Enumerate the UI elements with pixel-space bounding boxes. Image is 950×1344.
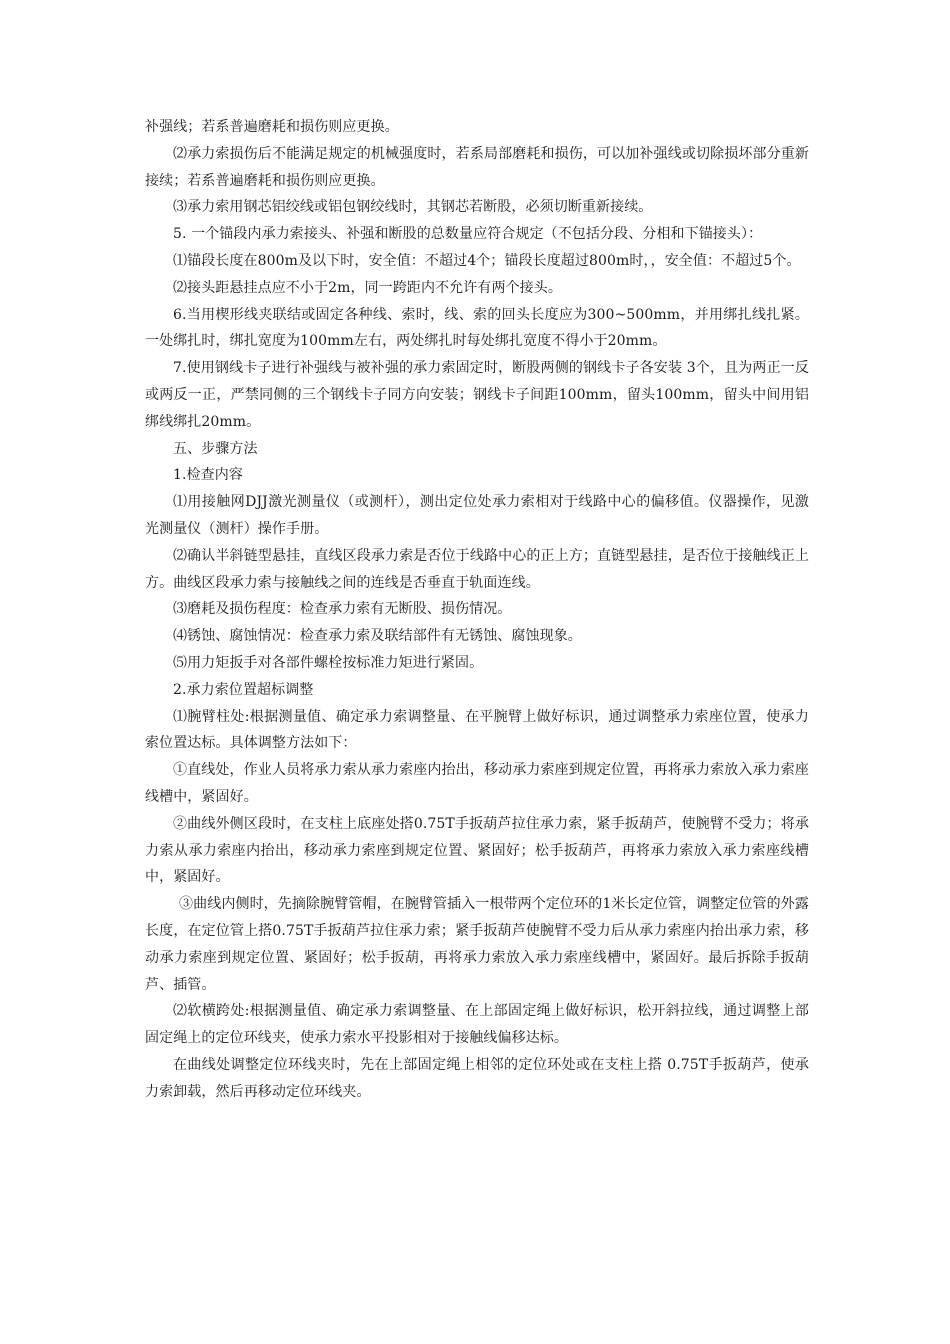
paragraph-section-5-item-2: ⑵接头距悬挂点应不小于2m，同一跨距内不允许有两个接头。 [173,279,562,296]
paragraph-item-2: ⑵承力索损伤后不能满足规定的机械强度时，若系局部磨耗和损伤，可以加补强线或切除损坏部分重新接续；若系普遍磨耗和损伤则应更换。 [145,145,809,189]
paragraph-continuation: 补强线；若系普遍磨耗和损伤则应更换。 [145,119,399,135]
paragraph-curve-inner-step: ③曲线内侧时，先摘除腕臂管帽，在腕臂管插入一根带两个定位环的1米长定位管，调整定位管的外露长度，在定位管上搭0.75T手扳葫芦拉住承力索；紧手扳葫芦使腕臂不受力后从承力索座内抬出承力索，移动承力索座到规定位置、紧固好；松手扳葫，再将承力索放入承力索座线槽中，紧固好。最后拆除手扳葫芦、插管。 [145,896,809,993]
paragraph-section-6: 6.当用楔形线夹联结或固定各种线、索时，线、索的回头长度应为300~500mm，并用绑扎线扎紧。一处绑扎时，绑扎宽度为100mm左右，两处绑扎时每处绑扎宽度不得小于20mm。 [145,306,809,350]
paragraph-inspection-item-3: ⑶磨耗及损伤程度：检查承力索有无断股、损伤情况。 [173,601,512,618]
paragraph-curve-clamp-adjustment: 在曲线处调整定位环线夹时，先在上部固定绳上相邻的定位环处或在支柱上搭 0.75T手扳葫芦，使承力索卸载，然后再移动定位环线夹。 [145,1056,809,1100]
heading-position-adjustment: 2.承力索位置超标调整 [173,681,314,698]
paragraph-item-3: ⑶承力索用钢芯铝绞线或铝包钢绞线时，其钢芯若断股，必须切断重新接续。 [173,199,653,216]
paragraph-inspection-item-4: ⑷锈蚀、腐蚀情况：检查承力索及联结部件有无锈蚀、腐蚀现象。 [173,628,582,645]
paragraph-inspection-item-5: ⑸用力矩扳手对各部件螺栓按标准力矩进行紧固。 [173,654,484,671]
paragraph-section-7: 7.使用钢线卡子进行补强线与被补强的承力索固定时，断股两侧的钢线卡子各安装 3个，且为两正一反或两反一正，严禁同侧的三个钢线卡子同方向安装；钢线卡子间距100mm，留头100mm，留头中间用铝绑线绑扎20mm。 [145,360,809,430]
paragraph-straight-line-step: ①直线处，作业人员将承力索从承力索座内抬出，移动承力索座到规定位置，再将承力索放入承力索座线槽中，紧固好。 [145,762,809,805]
paragraph-section-5: 5. 一个锚段内承力索接头、补强和断股的总数量应符合规定（不包括分段、分相和下锚接头）： [173,226,763,243]
paragraph-inspection-item-2: ⑵确认半斜链型悬挂，直线区段承力索是否位于线路中心的正上方；直链型悬挂，是否位于接触线正上方。曲线区段承力索与接触线之间的连线是否垂直于轨面连线。 [145,547,809,591]
paragraph-curve-outer-step: ②曲线外侧区段时，在支柱上底座处搭0.75T手扳葫芦拉住承力索，紧手扳葫芦，使腕臂不受力；将承力索从承力索座内抬出，移动承力索座到规定位置、紧固好；松手扳葫芦，再将承力索放入承力索座线槽中，紧固好。 [145,815,809,886]
document-body [145,114,809,1105]
heading-steps-methods: 五、步骤方法 [173,440,258,457]
paragraph-inspection-item-1: ⑴用接触网DJJ激光测量仪（或测杆），测出定位处承力索相对于线路中心的偏移值。仪器操作，见激光测量仪（测杆）操作手册。 [145,494,809,537]
paragraph-soft-crossspan-adjustment: ⑵软横跨处:根据测量值、确定承力索调整量、在上部固定绳上做好标识，松开斜拉线，通过调整上部固定绳上的定位环线夹，使承力索水平投影相对于接触线偏移达标。 [145,1003,809,1047]
heading-inspection-content: 1.检查内容 [173,467,243,484]
paragraph-section-5-item-1: ⑴锚段长度在800m及以下时，安全值：不超过4个；锚段长度超过800m时，，安全值：不超过5个。 [173,252,801,269]
paragraph-cantilever-adjustment: ⑴腕臂柱处:根据测量值、确定承力索调整量、在平腕臂上做好标识，通过调整承力索座位置，使承力索位置达标。具体调整方法如下： [145,708,809,752]
